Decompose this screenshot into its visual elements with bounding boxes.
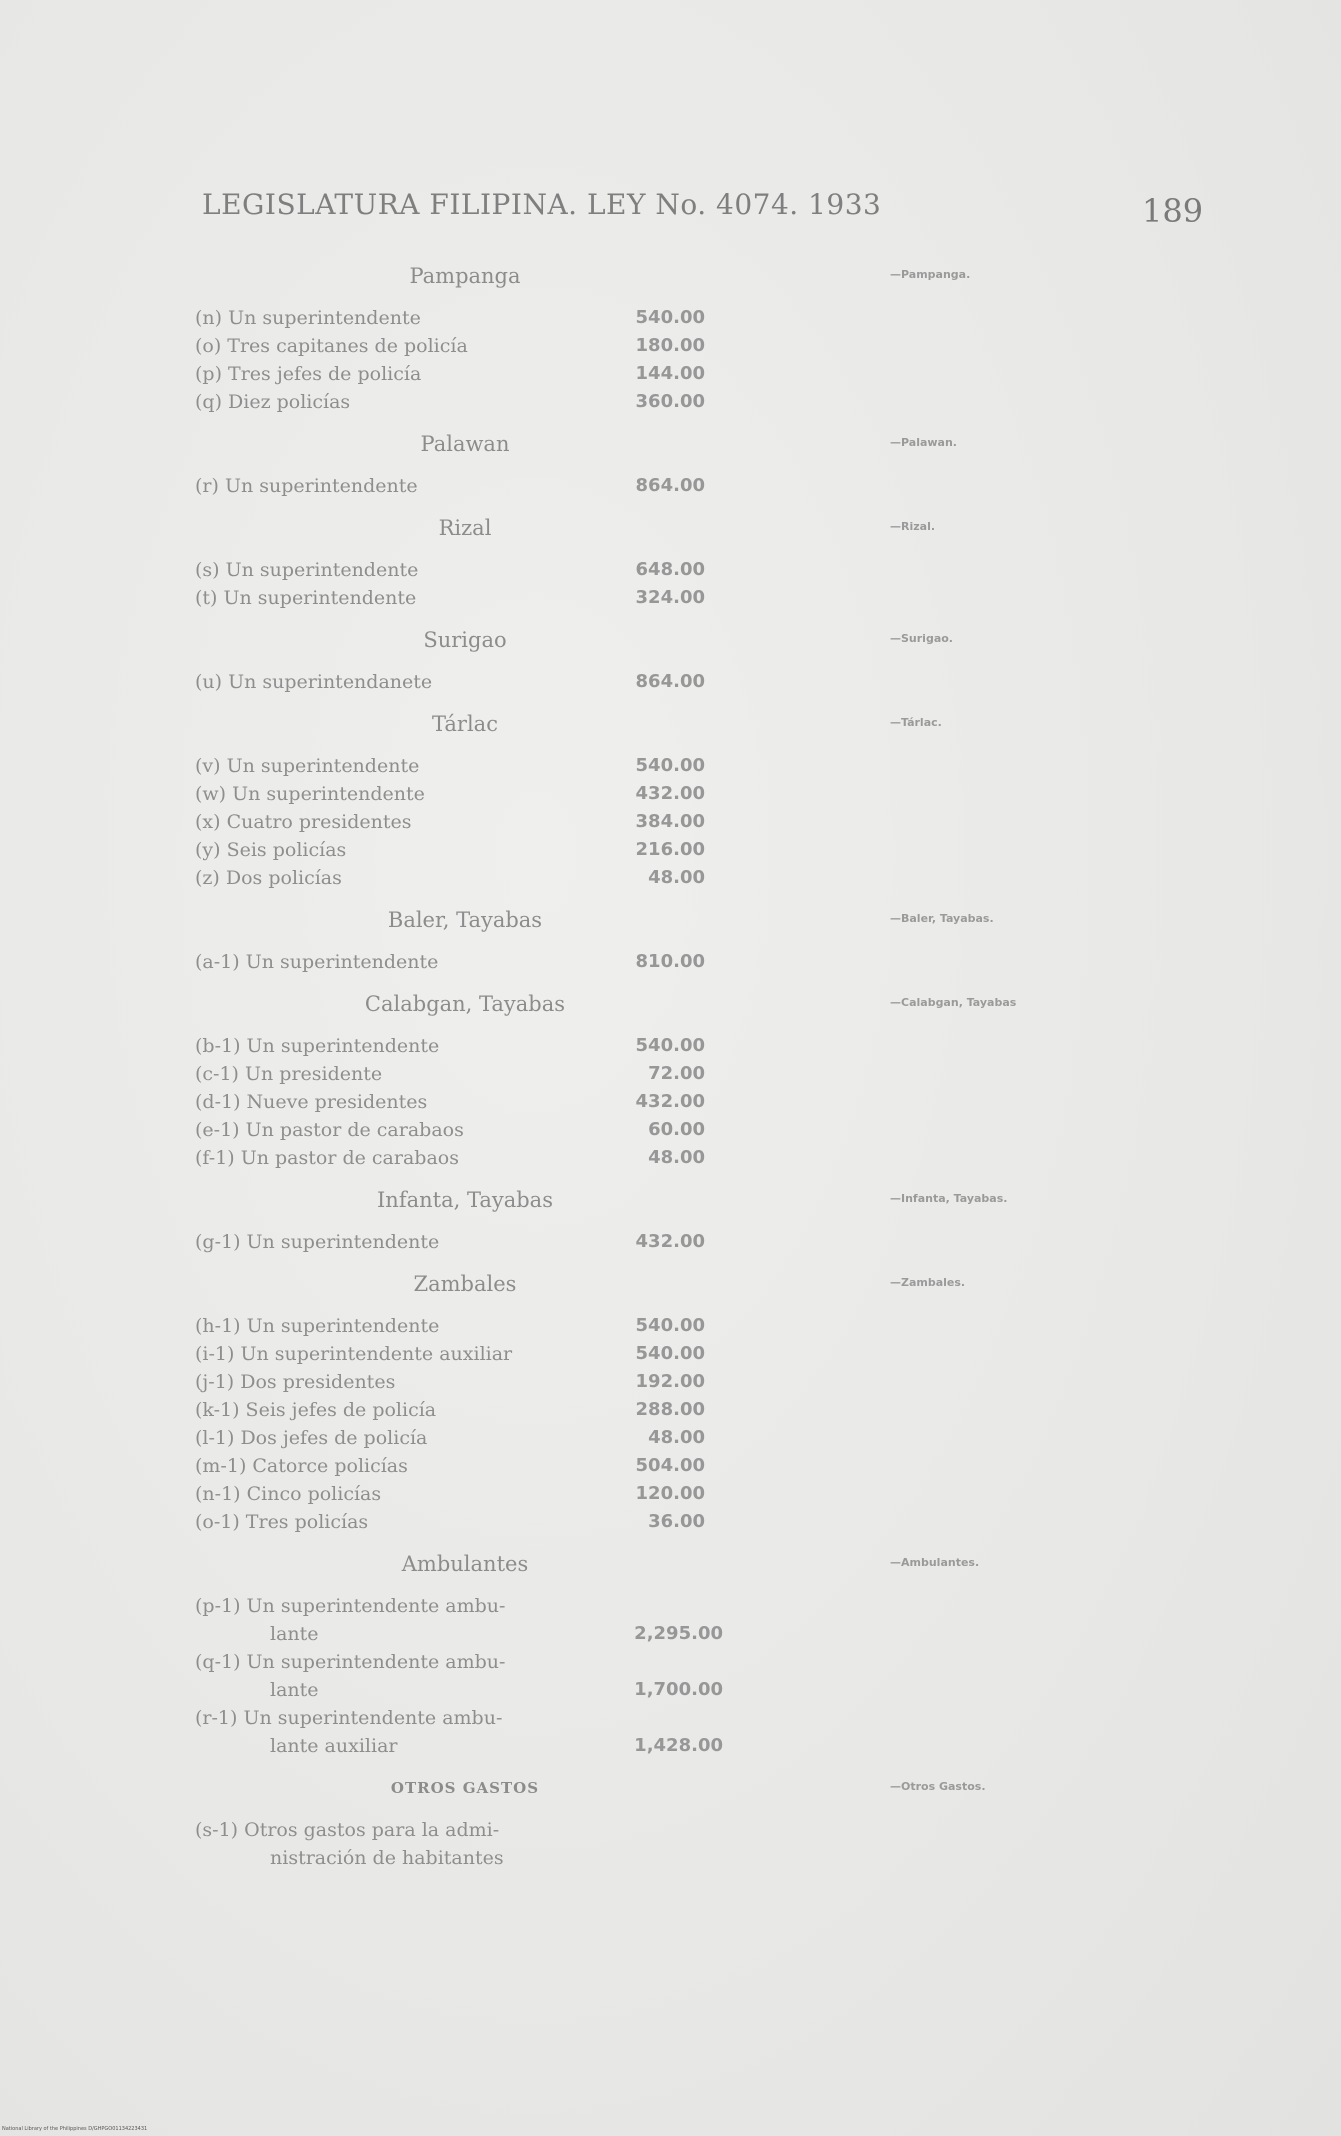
item-label: (w) Un superintendente (195, 783, 425, 805)
margin-note: —Calabgan, Tayabas (890, 996, 1017, 1009)
item-label: (o) Tres capitanes de policía (195, 335, 468, 357)
line-item (195, 752, 735, 780)
item-amount: 60.00 (648, 1119, 705, 1140)
line-item (195, 1704, 735, 1760)
item-amount: 540.00 (635, 1315, 705, 1336)
item-label: (s) Un superintendente (195, 559, 419, 581)
line-item (195, 948, 735, 976)
item-amount: 324.00 (635, 587, 705, 608)
item-amount: 540.00 (635, 755, 705, 776)
section-title: Tárlac (432, 712, 498, 736)
appropriations-column (195, 248, 735, 1872)
item-label: (m-1) Catorce policías (195, 1455, 408, 1477)
item-label: (o-1) Tres policías (195, 1511, 369, 1533)
section-title: Baler, Tayabas (387, 908, 543, 932)
item-amount: 540.00 (635, 307, 705, 328)
line-item (195, 1312, 735, 1340)
item-amount: 120.00 (635, 1483, 705, 1504)
line-item (195, 808, 735, 836)
line-item (195, 1060, 735, 1088)
margin-note: —Palawan. (890, 436, 957, 449)
margin-note: —Ambulantes. (890, 1556, 980, 1569)
line-item (195, 1508, 735, 1536)
item-label: (p) Tres jefes de policía (195, 363, 422, 385)
item-label: (x) Cuatro presidentes (195, 811, 412, 833)
running-title: LEGISLATURA FILIPINA. LEY No. 4074. 1933 (202, 188, 882, 221)
section-title: Ambulantes (401, 1552, 529, 1576)
margin-note: —Otros Gastos. (890, 1780, 986, 1793)
margin-note: —Pampanga. (890, 268, 971, 281)
line-item (195, 1228, 735, 1256)
line-item (195, 1424, 735, 1452)
item-amount: 72.00 (648, 1063, 705, 1084)
item-label: (e-1) Un pastor de carabaos (195, 1119, 464, 1141)
item-label: (u) Un superintendanete (195, 671, 433, 693)
line-item (195, 360, 735, 388)
line-item (195, 388, 735, 416)
item-amount: 48.00 (648, 1427, 705, 1448)
item-amount: 648.00 (635, 559, 705, 580)
item-label-cont: lante (270, 1623, 319, 1645)
item-amount: 288.00 (635, 1399, 705, 1420)
item-label: (l-1) Dos jefes de policía (195, 1427, 428, 1449)
item-label: (a-1) Un superintendente (195, 951, 439, 973)
item-label: (c-1) Un presidente (195, 1063, 383, 1085)
item-label: (n) Un superintendente (195, 307, 421, 329)
item-label: (j-1) Dos presidentes (195, 1371, 396, 1393)
item-label: (g-1) Un superintendente (195, 1231, 440, 1253)
line-item (195, 1368, 735, 1396)
margin-note: —Tárlac. (890, 716, 942, 729)
item-amount: 1,700.00 (634, 1679, 723, 1700)
line-item (195, 780, 735, 808)
line-item (195, 584, 735, 612)
item-label: (v) Un superintendente (195, 755, 420, 777)
item-label: (r) Un superintendente (195, 475, 418, 497)
item-label: (s-1) Otros gastos para la admi- (195, 1819, 500, 1841)
item-label: (b-1) Un superintendente (195, 1035, 440, 1057)
line-item (195, 304, 735, 332)
line-item (195, 1032, 735, 1060)
item-amount: 144.00 (635, 363, 705, 384)
item-label: (q-1) Un superintendente ambu- (195, 1651, 506, 1673)
item-label: (k-1) Seis jefes de policía (195, 1399, 437, 1421)
item-label-cont: nistración de habitantes (270, 1847, 504, 1869)
item-label: (n-1) Cinco policías (195, 1483, 382, 1505)
line-item (195, 1452, 735, 1480)
line-item (195, 1816, 735, 1872)
item-amount: 216.00 (635, 839, 705, 860)
item-amount: 864.00 (635, 475, 705, 496)
section-title: Surigao (423, 628, 507, 652)
item-amount: 48.00 (648, 1147, 705, 1168)
line-item (195, 1340, 735, 1368)
item-amount: 180.00 (635, 335, 705, 356)
line-item (195, 556, 735, 584)
scan-footer: National Library of the Philippines D/GHPGO01134223431 (2, 2126, 148, 2132)
line-item (195, 1088, 735, 1116)
item-label-cont: lante auxiliar (270, 1735, 398, 1757)
item-label: (f-1) Un pastor de carabaos (195, 1147, 459, 1169)
item-amount: 384.00 (635, 811, 705, 832)
item-label: (p-1) Un superintendente ambu- (195, 1595, 506, 1617)
line-item (195, 668, 735, 696)
item-amount: 192.00 (635, 1371, 705, 1392)
item-amount: 36.00 (648, 1511, 705, 1532)
margin-note: —Surigao. (890, 632, 953, 645)
line-item (195, 332, 735, 360)
item-label: (i-1) Un superintendente auxiliar (195, 1343, 513, 1365)
item-label: (t) Un superintendente (195, 587, 417, 609)
line-item (195, 1480, 735, 1508)
item-amount: 48.00 (648, 867, 705, 888)
line-item (195, 1396, 735, 1424)
item-amount: 540.00 (635, 1343, 705, 1364)
line-item (195, 1116, 735, 1144)
line-item (195, 864, 735, 892)
margin-note: —Zambales. (890, 1276, 966, 1289)
item-amount: 1,428.00 (634, 1735, 723, 1756)
margin-note: —Infanta, Tayabas. (890, 1192, 1008, 1205)
item-label: (q) Diez policías (195, 391, 351, 413)
item-amount: 540.00 (635, 1035, 705, 1056)
item-label: (r-1) Un superintendente ambu- (195, 1707, 503, 1729)
item-amount: 2,295.00 (634, 1623, 723, 1644)
section-title: OTROS GASTOS (390, 1779, 540, 1797)
section-title: Palawan (420, 432, 510, 456)
line-item (195, 472, 735, 500)
item-label: (d-1) Nueve presidentes (195, 1091, 428, 1113)
margin-note: —Baler, Tayabas. (890, 912, 994, 925)
item-label: (y) Seis policías (195, 839, 347, 861)
item-amount: 810.00 (635, 951, 705, 972)
line-item (195, 1648, 735, 1704)
item-amount: 432.00 (635, 1091, 705, 1112)
item-label-cont: lante (270, 1679, 319, 1701)
section-title: Calabgan, Tayabas (364, 992, 566, 1016)
item-amount: 432.00 (635, 1231, 705, 1252)
line-item (195, 836, 735, 864)
item-label: (z) Dos policías (195, 867, 342, 889)
line-item (195, 1144, 735, 1172)
page-number: 189 (1142, 192, 1204, 230)
line-item (195, 1592, 735, 1648)
margin-note: —Rizal. (890, 520, 936, 533)
item-amount: 432.00 (635, 783, 705, 804)
section-title: Infanta, Tayabas (377, 1188, 553, 1212)
section-title: Zambales (413, 1272, 517, 1296)
item-label: (h-1) Un superintendente (195, 1315, 440, 1337)
section-title: Pampanga (409, 264, 521, 288)
section-title: Rizal (438, 516, 492, 540)
item-amount: 504.00 (635, 1455, 705, 1476)
item-amount: 864.00 (635, 671, 705, 692)
item-amount: 360.00 (635, 391, 705, 412)
